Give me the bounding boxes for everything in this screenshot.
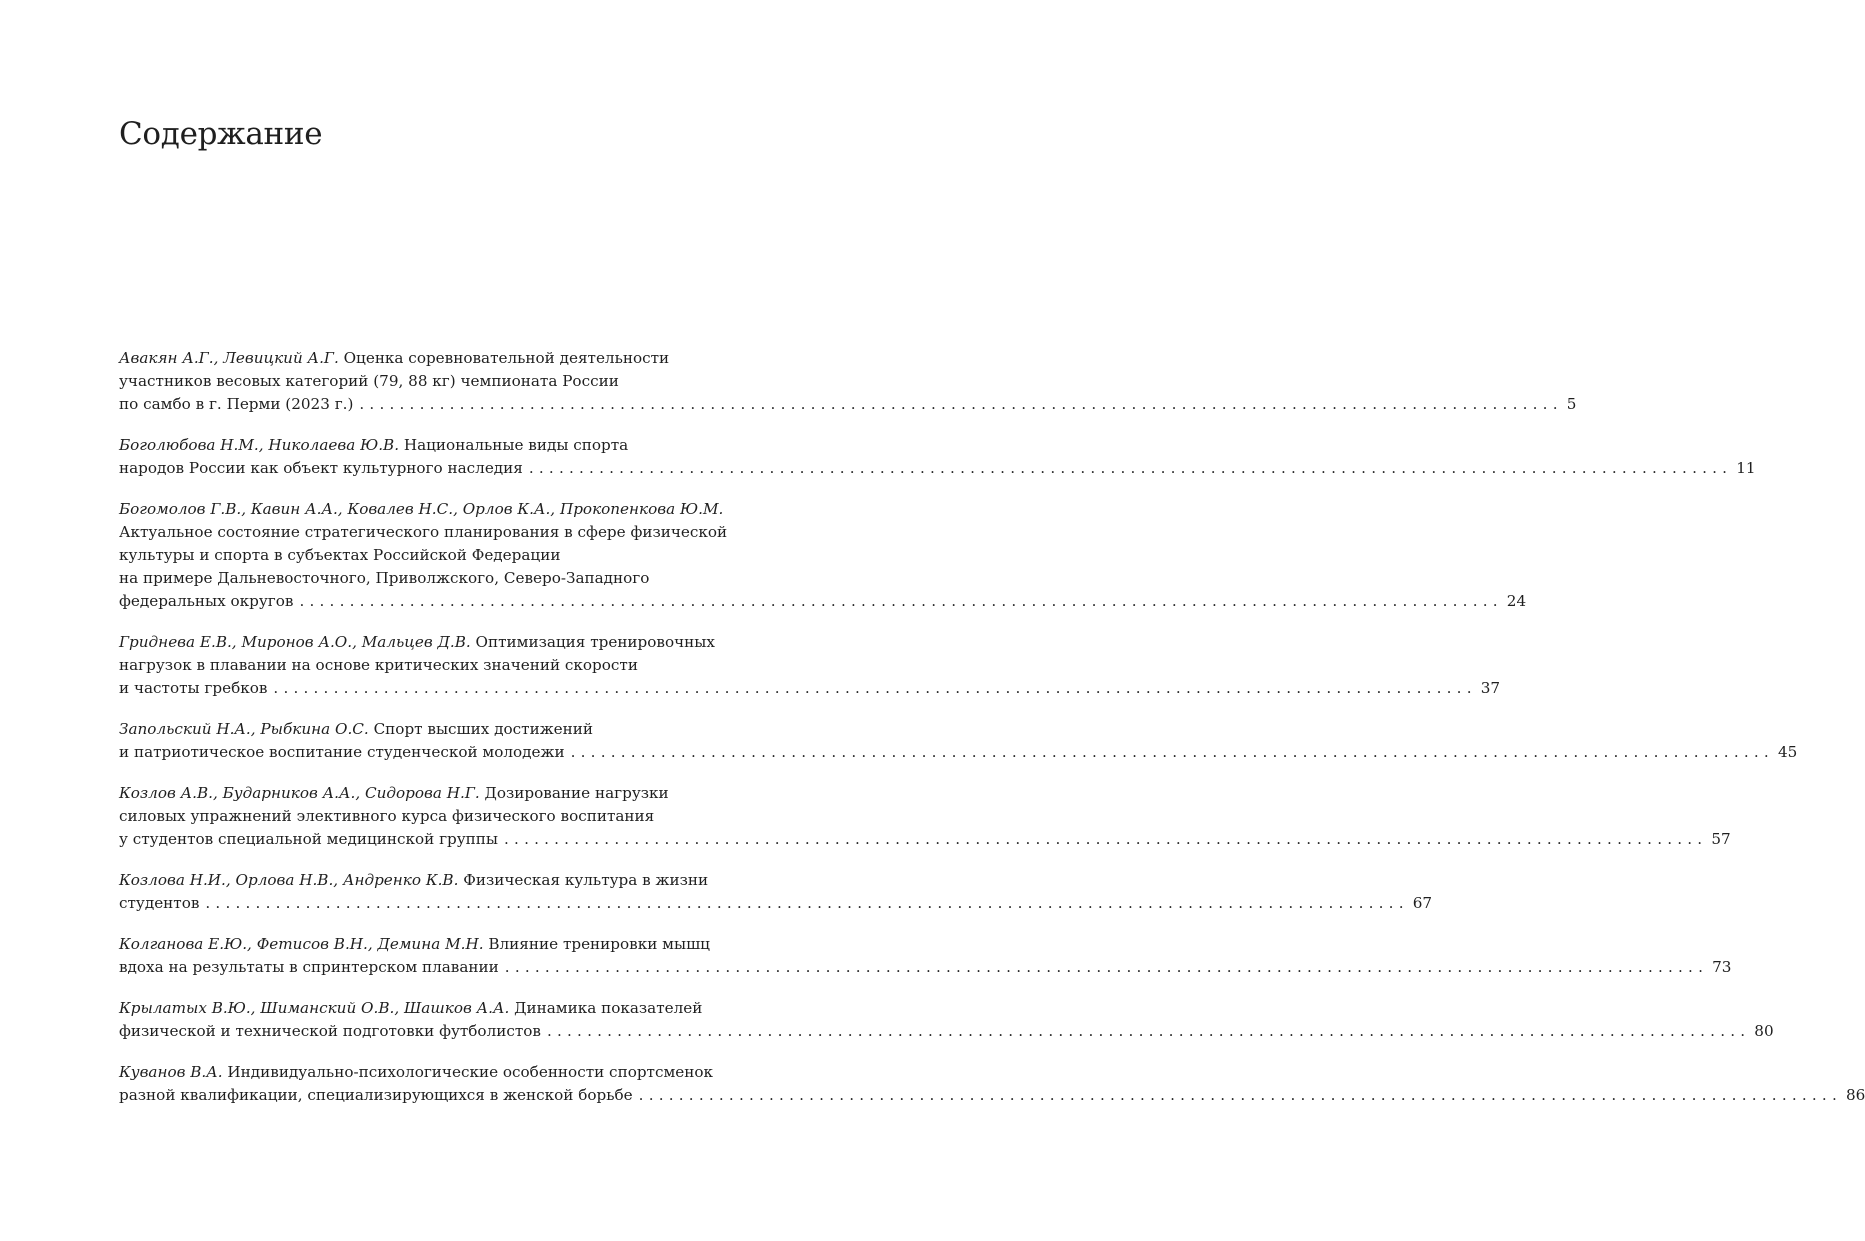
toc-entry-line	[119, 370, 733, 393]
toc-entry-line	[119, 1020, 1774, 1043]
toc-entry-page-number: 67	[1412, 894, 1433, 912]
toc-entry-line	[119, 828, 1731, 851]
toc-entry-authors: Боголюбова Н.М., Николаева Ю.В.	[119, 436, 400, 454]
toc-entry[interactable]	[119, 997, 1774, 1043]
toc-entry-authors: Авакян А.Г., Левицкий А.Г.	[119, 349, 339, 367]
toc-entry-line	[119, 1061, 733, 1084]
dot-leader: ........................................................................................................................	[570, 743, 1774, 761]
toc-entry-title-line: Индивидуально-психологические особенности спортсменок	[227, 1063, 714, 1081]
toc-entry-line	[119, 631, 733, 654]
entry-spacer	[119, 416, 733, 434]
toc-entry[interactable]	[119, 782, 1731, 851]
toc-entry-line	[119, 590, 1527, 613]
dot-leader: ........................................................................................................................	[546, 1022, 1751, 1040]
toc-entry-title-line: Национальные виды спорта	[403, 436, 629, 454]
toc-entry-page-number: 24	[1506, 592, 1527, 610]
toc-entry-authors: Крылатых В.Ю., Шиманский О.В., Шашков А.А.	[119, 999, 510, 1017]
toc-entry-page-number: 45	[1777, 743, 1798, 761]
toc-entry-title-line: Физическая культура в жизни	[463, 871, 709, 889]
toc-entry-line	[119, 567, 733, 590]
toc-entry[interactable]	[119, 718, 1798, 764]
toc-entry[interactable]	[119, 869, 1433, 915]
toc-entry[interactable]	[119, 1061, 1865, 1107]
dot-leader: ........................................................................................................................	[205, 894, 1409, 912]
toc-entry-title-line: Динамика показателей	[514, 999, 703, 1017]
toc-entry-line	[119, 393, 1577, 416]
toc-entry-title-line: Актуальное состояние стратегического планирования в сфере физической	[119, 523, 728, 541]
entry-spacer	[119, 613, 733, 631]
toc-entry-title-line: по самбо в г. Перми (2023 г.)	[119, 395, 354, 413]
dot-leader: ........................................................................................................................	[638, 1086, 1842, 1104]
dot-leader: ........................................................................................................................	[528, 459, 1733, 477]
toc-entry-page-number: 5	[1566, 395, 1577, 413]
toc-entry[interactable]	[119, 933, 1732, 979]
toc-entry-title-line: Дозирование нагрузки	[484, 784, 669, 802]
table-of-contents	[119, 347, 1865, 1107]
toc-entry-title-line: и патриотическое воспитание студенческой молодежи	[119, 743, 565, 761]
toc-entry-title-line: Влияние тренировки мышц	[488, 935, 710, 953]
entry-spacer	[119, 480, 733, 498]
toc-entry-line	[119, 892, 1433, 915]
toc-entry-title-line: на примере Дальневосточного, Приволжского, Северо-Западного	[119, 569, 650, 587]
toc-entry-authors: Богомолов Г.В., Кавин А.А., Ковалев Н.С., Орлов К.А., Прокопенкова Ю.М.	[119, 500, 724, 518]
toc-entry-line	[119, 434, 733, 457]
toc-entry-title-line: участников весовых категорий (79, 88 кг) чемпионата России	[119, 372, 619, 390]
toc-entry-authors: Запольский Н.А., Рыбкина О.С.	[119, 720, 369, 738]
toc-entry-line	[119, 741, 1798, 764]
toc-entry-line	[119, 498, 733, 521]
toc-entry-title-line: у студентов специальной медицинской группы	[119, 830, 499, 848]
toc-entry-line	[119, 544, 733, 567]
toc-entry-line	[119, 956, 1732, 979]
entry-spacer	[119, 979, 733, 997]
toc-entry-title-line: вдоха на результаты в спринтерском плавании	[119, 958, 499, 976]
toc-entry-title-line: федеральных округов	[119, 592, 294, 610]
toc-entry-line	[119, 997, 733, 1020]
dot-leader: ........................................................................................................................	[504, 830, 1708, 848]
toc-entry-title-line: Спорт высших достижений	[373, 720, 594, 738]
toc-entry-line	[119, 654, 733, 677]
page-title: Содержание	[119, 116, 323, 152]
entry-spacer	[119, 851, 733, 869]
toc-entry-line	[119, 718, 733, 741]
toc-entry-page-number: 11	[1736, 459, 1756, 477]
toc-entry-line	[119, 677, 1501, 700]
toc-entry-line	[119, 805, 733, 828]
toc-entry-title-line: и частоты гребков	[119, 679, 268, 697]
toc-entry-title-line: разной квалификации, специализирующихся в женской борьбе	[119, 1086, 633, 1104]
toc-entry-page-number: 80	[1754, 1022, 1774, 1040]
dot-leader: ........................................................................................................................	[299, 592, 1503, 610]
toc-entry-page-number: 57	[1711, 830, 1731, 848]
toc-entry-authors: Гриднева Е.В., Миронов А.О., Мальцев Д.В.	[119, 633, 471, 651]
entry-spacer	[119, 700, 733, 718]
toc-entry-title-line: культуры и спорта в субъектах Российской Федерации	[119, 546, 561, 564]
toc-entry-title-line: физической и технической подготовки футболистов	[119, 1022, 541, 1040]
toc-entry-title-line: Оценка соревновательной деятельности	[343, 349, 670, 367]
dot-leader: ........................................................................................................................	[273, 679, 1477, 697]
toc-entry-title-line: студентов	[119, 894, 200, 912]
entry-spacer	[119, 915, 733, 933]
dot-leader: ........................................................................................................................	[359, 395, 1563, 413]
toc-entry-line	[119, 521, 733, 544]
dot-leader: ........................................................................................................................	[504, 958, 1709, 976]
toc-entry-authors: Колганова Е.Ю., Фетисов В.Н., Демина М.Н.	[119, 935, 484, 953]
toc-entry-page-number: 73	[1712, 958, 1732, 976]
toc-entry-title-line: силовых упражнений элективного курса физического воспитания	[119, 807, 655, 825]
toc-entry-title-line: народов России как объект культурного наследия	[119, 459, 523, 477]
toc-entry-line	[119, 869, 733, 892]
toc-entry-authors: Козлов А.В., Бударников А.А., Сидорова Н.Г.	[119, 784, 480, 802]
toc-entry-title-line: Оптимизация тренировочных	[475, 633, 715, 651]
toc-entry[interactable]	[119, 498, 1527, 613]
toc-entry-title-line: нагрузок в плавании на основе критических значений скорости	[119, 656, 638, 674]
toc-entry-authors: Куванов В.А.	[119, 1063, 223, 1081]
toc-entry-page-number: 86	[1846, 1086, 1865, 1104]
entry-spacer	[119, 1043, 733, 1061]
toc-entry[interactable]	[119, 631, 1501, 700]
toc-entry-authors: Козлова Н.И., Орлова Н.В., Андренко К.В.	[119, 871, 459, 889]
toc-entry-page-number: 37	[1480, 679, 1501, 697]
toc-entry-line	[119, 457, 1756, 480]
entry-spacer	[119, 764, 733, 782]
toc-entry-line	[119, 782, 733, 805]
toc-entry-line	[119, 933, 733, 956]
toc-entry-line	[119, 347, 733, 370]
toc-entry[interactable]	[119, 347, 1577, 416]
toc-entry-line	[119, 1084, 1865, 1107]
toc-entry[interactable]	[119, 434, 1756, 480]
